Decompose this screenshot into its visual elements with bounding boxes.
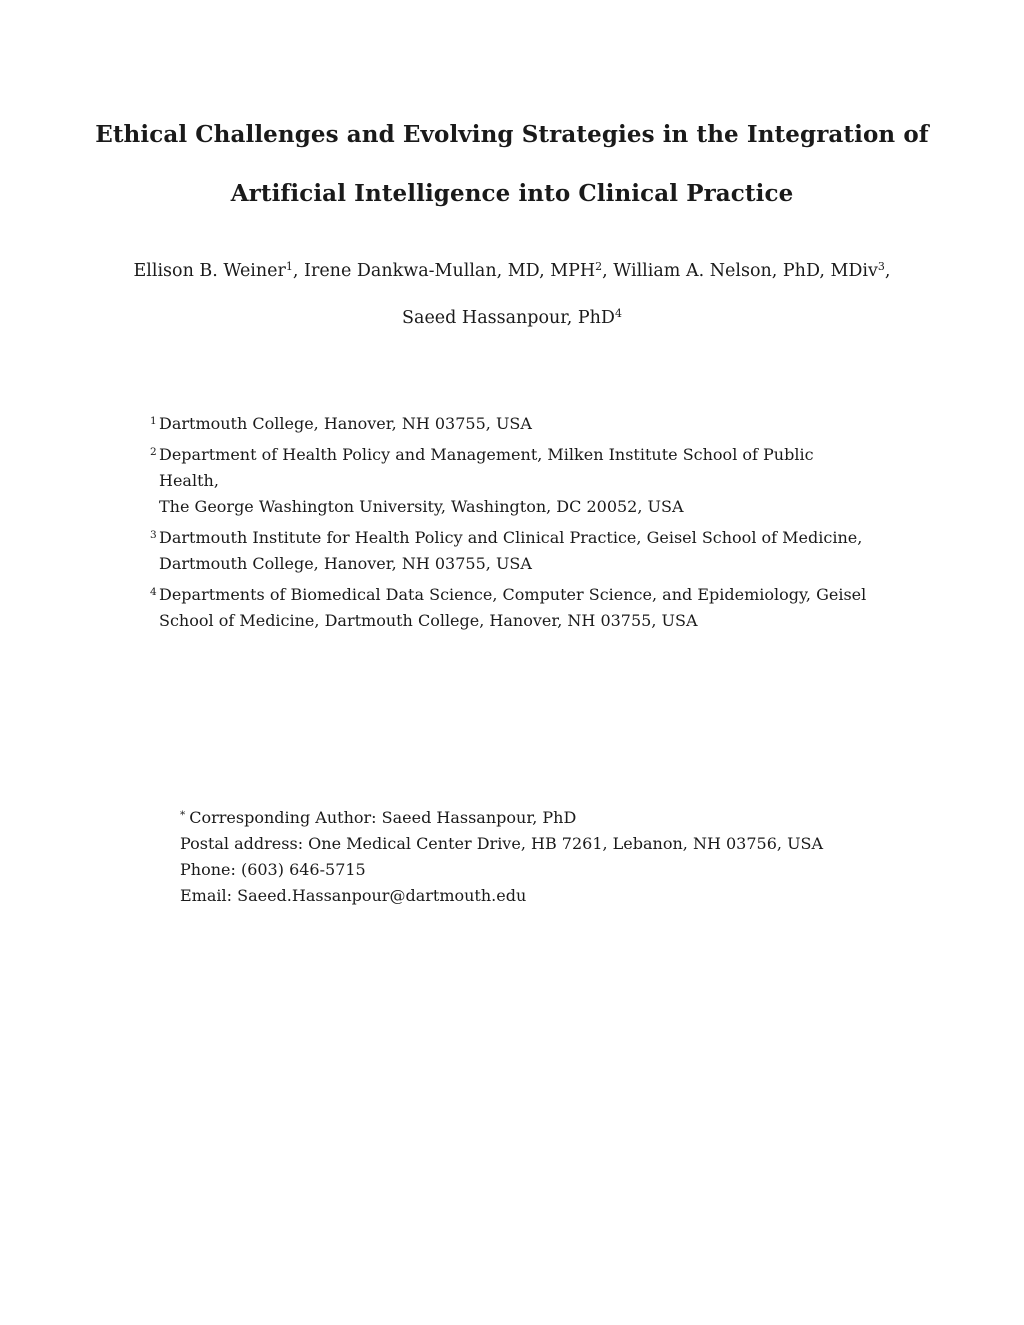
affiliation-text-line: Department of Health Policy and Management, Milken Institute School of Public Health, [159,445,814,490]
affiliation-number: 4 [150,586,157,598]
affiliation-item [150,442,870,520]
email-address: Email: Saeed.Hassanpour@dartmouth.edu [180,886,527,905]
affiliation-text-line: School of Medicine, Dartmouth College, Hanover, NH 03755, USA [159,611,698,630]
author-name: William A. Nelson, PhD, MDiv [613,261,878,281]
affiliation-item [150,525,870,577]
paper-title-line-2: Artificial Intelligence into Clinical Practice [230,180,794,207]
paper-title-line-1: Ethical Challenges and Evolving Strategies in the Integration of [95,121,929,148]
author-name: Irene Dankwa-Mullan, MD, MPH [304,261,596,281]
author-affiliation-marker: 3 [877,260,885,273]
affiliation-text-line: Dartmouth Institute for Health Policy and Clinical Practice, Geisel School of Medicine, [159,528,863,547]
affiliation-number: 2 [150,446,157,458]
corresponding-author-line [180,805,880,831]
affiliation-text-line: Dartmouth College, Hanover, NH 03755, USA [159,414,532,433]
phone-number: Phone: (603) 646-5715 [180,860,366,879]
author-list-line-2 [0,308,1024,328]
author-affiliation-marker: 4 [614,307,622,320]
author-affiliation-marker: 2 [595,260,603,273]
affiliations-list [150,411,870,639]
author-affiliation-marker: 1 [285,260,293,273]
author-name: Ellison B. Weiner [133,261,286,281]
corresponding-author-block [180,805,880,909]
affiliation-text-line: Departments of Biomedical Data Science, Computer Science, and Epidemiology, Geisel [159,585,867,604]
author-list-line-1: Ellison B. Weiner$^1$, Irene Dankwa-Mullan, MD, MPH$^2$, William A. Nelson, PhD, MDiv$^3$, [133,260,891,281]
affiliation-item [150,411,870,437]
affiliation-item [150,582,870,634]
affiliation-number: 1 [150,415,157,427]
footnote-marker: * [180,809,186,821]
author-name: Saeed Hassanpour, PhD [402,308,615,328]
affiliation-text-line: The George Washington University, Washington, DC 20052, USA [159,497,684,516]
corresponding-author-name: Corresponding Author: Saeed Hassanpour, PhD [189,808,577,827]
postal-address: Postal address: One Medical Center Drive, HB 7261, Lebanon, NH 03756, USA [180,834,824,853]
affiliation-number: 3 [150,529,157,541]
affiliation-text-line: Dartmouth College, Hanover, NH 03755, USA [159,554,532,573]
